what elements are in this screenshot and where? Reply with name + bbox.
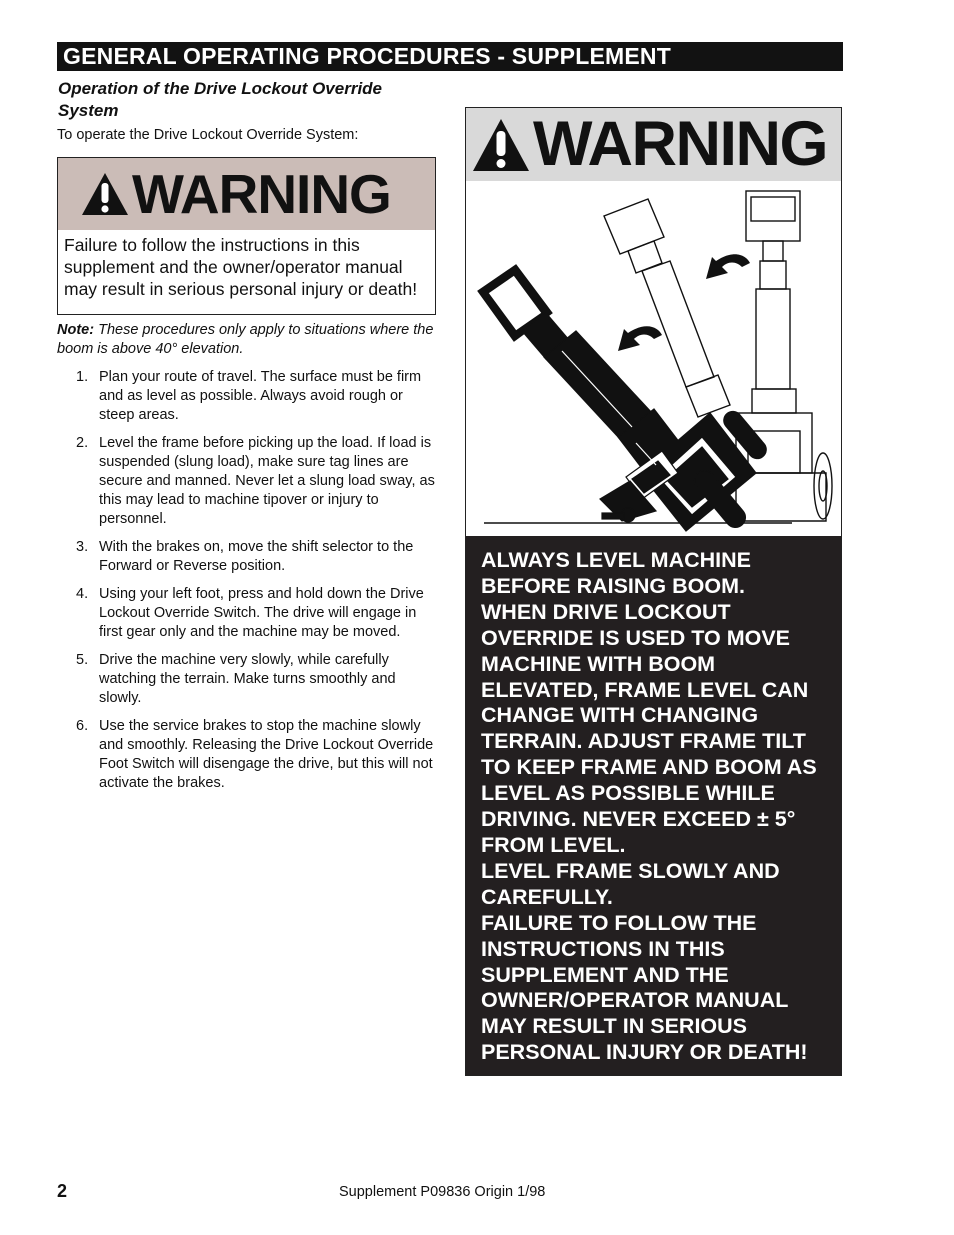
- warning-header: [466, 108, 841, 181]
- warning-message: Failure to follow the instructions in this supplement and the owner/operator manual may result in serious personal injury or death!: [64, 235, 418, 299]
- list-item: 5. Drive the machine very slowly, while carefully watching the terrain. Make turns smoothly and slowly.: [76, 652, 396, 706]
- warning-header: [58, 158, 435, 230]
- warning-instructions: ALWAYS LEVEL MACHINE BEFORE RAISING BOOM. WHEN DRIVE LOCKOUT OVERRIDE IS USED TO MOVE MACHINE WITH BOOM ELEVATED, FRAME LEVEL CAN CHANGE WITH CHANGING TERRAIN. ADJUST FRAME TILT TO KEEP FRAME AND BOOM AS LEVEL AS POSSIBLE WHILE DRIVING. NEVER EXCEED ± 5° FROM LEVEL. LEVEL FRAME SLOWLY AND CAREFULLY. FAILURE TO FOLLOW THE INSTRUCTIONS IN THIS SUPPLEMENT AND THE OWNER/OPERATOR MANUAL MAY RESULT IN SERIOUS PERSONAL INJURY OR DEATH!: [466, 536, 841, 1075]
- warning-label: WARNING: [533, 109, 827, 179]
- list-item: 6. Use the service brakes to stop the machine slowly and smoothly. Releasing the Drive Lockout Override Foot Switch will disengage the drive, but this will not activate the brakes.: [76, 718, 434, 791]
- list-item: 4. Using your left foot, press and hold down the Drive Lockout Override Switch. The drive will engage in first gear only and the machine may be moved.: [76, 586, 424, 640]
- footer-text: Supplement P09836 Origin 1/98: [339, 1184, 546, 1200]
- tilt-arrow-icon: [618, 326, 662, 351]
- warning-label: WARNING: [132, 162, 391, 225]
- tipping-telehandler-illustration: [466, 181, 841, 535]
- warning-box-small: [57, 157, 436, 315]
- intro-text: To operate the Drive Lockout Override System:: [57, 127, 359, 143]
- warning-box-large: [465, 107, 842, 1076]
- warning-triangle-icon: [80, 171, 130, 217]
- list-item: 3. With the brakes on, move the shift selector to the Forward or Reverse position.: [76, 539, 414, 574]
- procedure-steps: [76, 368, 436, 802]
- note-label: Note:: [57, 322, 95, 338]
- tilt-arrow-icon: [706, 254, 750, 279]
- list-item: 2. Level the frame before picking up the load. If load is suspended (slung load), make sure tag lines are secure and manned. Never let a slung load sway, as this may lead to machine tipover or injury to personnel.: [76, 435, 435, 527]
- warning-triangle-icon: [471, 117, 531, 173]
- note: [57, 321, 437, 359]
- list-item: 1. Plan your route of travel. The surface must be firm and as level as possible. Always avoid rough or steep areas.: [76, 369, 422, 423]
- subheading: Operation of the Drive Lockout Override System: [58, 79, 383, 120]
- note-text: These procedures only apply to situations where the boom is above 40° elevation.: [57, 322, 434, 357]
- page-number: 2: [57, 1181, 68, 1201]
- section-title: GENERAL OPERATING PROCEDURES - SUPPLEMENT: [57, 42, 843, 71]
